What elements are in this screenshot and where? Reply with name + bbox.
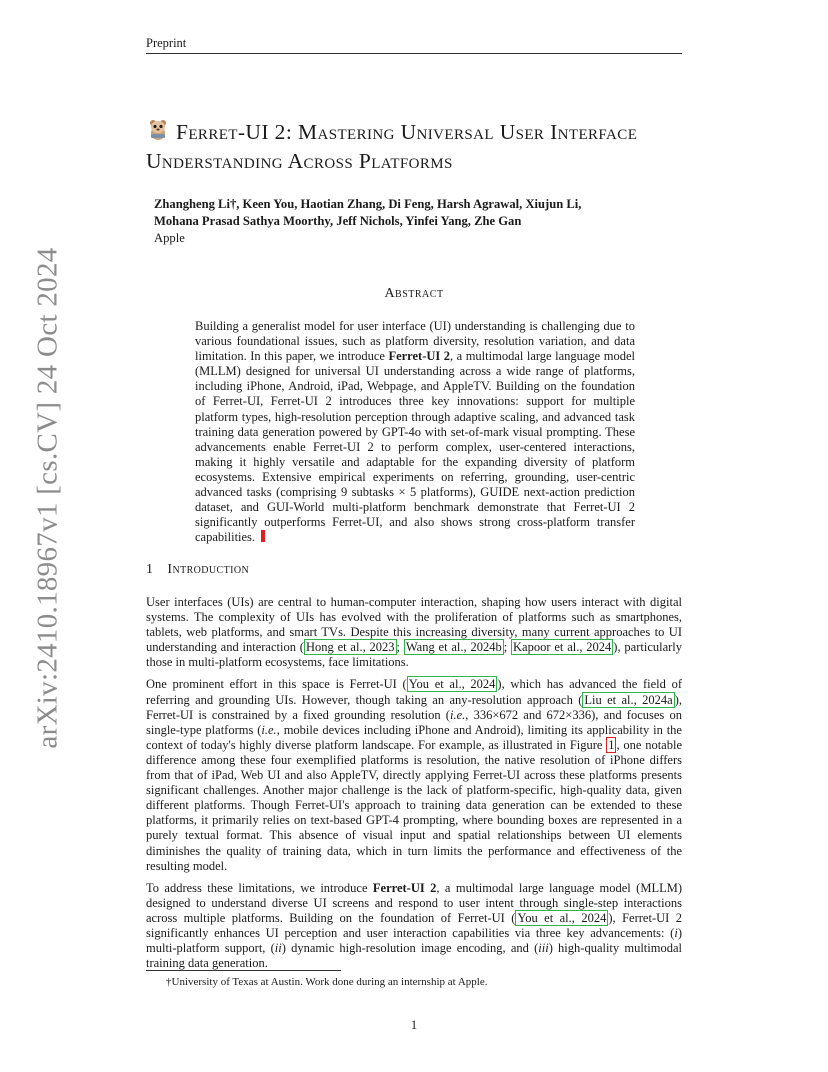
text-run: ), Ferret-UI 2 significantly enhances UI perception and user interaction capabilities via three key advancements: ( (146, 910, 682, 940)
paper-title (146, 118, 706, 176)
text-run: i (674, 925, 678, 940)
abstract-text (195, 319, 635, 545)
abstract-model-name: Ferret-UI 2 (388, 349, 451, 364)
section-heading (146, 562, 249, 578)
text-run: ) dynamic high-resolution image encoding, and ( (281, 941, 539, 956)
text-run: ) high-quality multimodal training data generation. (146, 941, 682, 971)
text-run: , mobile devices including iPhone and Android), limiting its applicability in the context of today's highly diverse platform landscape. For example, as illustrated in Figure (146, 722, 682, 752)
citation-link[interactable]: Liu et al., 2024a (584, 692, 673, 707)
abstract-heading: Abstract (384, 286, 444, 301)
paragraph-1 (146, 595, 682, 670)
abstract-part: Building a generalist model for user interface (UI) understanding is challenging due to various foundational issues, such as platform diversity, resolution variation, and data limitation. In this paper, we introduce (195, 319, 635, 364)
section-title: Introduction (167, 562, 250, 577)
ferret-logo-icon (146, 118, 170, 142)
author-block (154, 196, 674, 247)
text-run: ), Ferret-UI is constrained by a fixed grounding resolution ( (146, 692, 682, 722)
text-run: ; (503, 640, 512, 655)
page-number: 1 (410, 1018, 418, 1032)
body-text (146, 595, 682, 978)
text-run: ), which has advanced the field of referring and grounding UIs. However, though taking an any-resolution approach ( (146, 677, 682, 707)
paragraph-2 (146, 677, 682, 873)
text-run: ii (274, 941, 282, 956)
citation-link[interactable]: Hong et al., 2023 (305, 640, 395, 655)
arxiv-identifier: arXiv:2410.18967v1 [cs.CV] 24 Oct 2024 (31, 247, 64, 749)
model-name: Ferret-UI 2 (372, 880, 437, 895)
citation-link[interactable]: You et al., 2024 (517, 910, 607, 925)
section-number: 1 (146, 562, 154, 577)
citation-link[interactable]: Wang et al., 2024b (405, 640, 502, 655)
text-run: ; (396, 640, 404, 655)
red-marker (261, 530, 265, 542)
text-run: , one notable difference among these four exemplified platforms is resolution, the native resolution of iPhone differs from that of iPad, Web UI and also AppleTV, directly applying Ferret-UI across these platforms presents significant challenges. Another major challenge is the lack of platform-specific, high-quality data, given different platforms. Though Ferret-UI's approach to training data generation can be extended to these platforms, it primarily relies on text-based GPT-4 prompting, where bounding boxes are represented in a purely textual format. This absence of visual input and spatial relationships between UI elements diminishes the quality of training data, which in turn limits the performance and effectiveness of the resulting model. (146, 737, 682, 873)
author-line-2: Mohana Prasad Sathya Moorthy, Jeff Nichols, Yinfei Yang, Zhe Gan (154, 214, 522, 228)
author-line-1: Zhangheng Li†, Keen You, Haotian Zhang, Di Feng, Harsh Agrawal, Xiujun Li, (154, 197, 582, 211)
text-run: One prominent effort in this space is Ferret-UI ( (146, 677, 407, 692)
text-run: To address these limitations, we introduce (146, 880, 373, 895)
abstract-part: , a multimodal large language model (MLLM) designed for universal UI understanding across a wide range of platforms, including iPhone, Android, iPad, Webpage, and AppleTV. Building on the foundation of Ferret-UI, Ferret-UI 2 introduces three key innovations: support for multiple platform types, high-resolution perception through adaptive scaling, and advanced task training data generation powered by GPT-4o with set-of-mark visual prompting. These advancements enable Ferret-UI 2 to perform complex, user-centered interactions, making it highly versatile and adaptable for the expanding diversity of platform ecosystems. Extensive empirical experiments on referring, grounding, user-centric advanced tasks (comprising 9 subtasks × 5 platforms), GUIDE next-action prediction dataset, and GUI-World multi-platform benchmark demonstrate that Ferret-UI 2 significantly outperforms Ferret-UI, and also shows strong cross-platform transfer capabilities. (195, 349, 635, 545)
text-run: ) multi-platform support, ( (146, 925, 682, 956)
footnote: †University of Texas at Austin. Work done during an internship at Apple. (166, 976, 488, 988)
text-run: i.e. (261, 722, 277, 737)
figure-link[interactable]: 1 (608, 737, 615, 752)
running-header: Preprint (146, 36, 187, 50)
affiliation: Apple (154, 231, 185, 245)
text-run: User interfaces (UIs) are central to human-computer interaction, shaping how users interact with digital systems. The complexity of UIs has evolved with the proliferation of platforms such as smartphones, tablets, web platforms, and smart TVs. Despite this increasing diversity, many current approaches to UI understanding and interaction ( (146, 595, 682, 655)
footnote-rule (146, 970, 341, 971)
text-run: , 336×672 and 672×336), and focuses on single-type platforms ( (146, 707, 682, 737)
text-run: iii (538, 941, 549, 956)
citation-link[interactable]: You et al., 2024 (408, 677, 496, 692)
citation-link[interactable]: Kapoor et al., 2024 (513, 640, 612, 655)
text-run: ), particularly those in multi-platform ecosystems, face limitations. (146, 640, 683, 670)
paragraph-3 (146, 881, 682, 972)
text-run: i.e. (449, 707, 466, 722)
paper-title-text: Ferret-UI 2: Mastering Universal User Interface Understanding Across Platforms (146, 120, 638, 173)
text-run: , a multimodal large language model (MLLM) designed to understand diverse UI screens and respond to user intent through single-step interactions across multiple platforms. Building on the foundation of Ferret-UI ( (146, 880, 682, 925)
header-rule (146, 53, 682, 54)
